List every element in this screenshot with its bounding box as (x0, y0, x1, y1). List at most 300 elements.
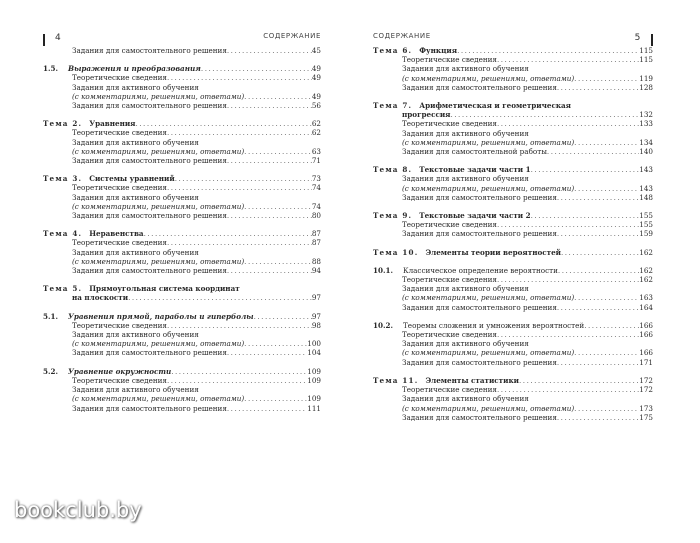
leader-dots (167, 321, 312, 330)
toc-entry (43, 339, 321, 348)
toc-entry (373, 184, 653, 193)
toc-list (43, 46, 321, 413)
toc-entry-label (72, 266, 227, 275)
toc-entry-page: 71 (311, 156, 321, 166)
toc-entry-page: 162 (639, 275, 653, 285)
toc-entry-label (72, 248, 199, 257)
toc-entry (43, 46, 321, 55)
toc-entry (373, 220, 653, 229)
running-title: СОДЕРЖАНИЕ (263, 32, 321, 40)
toc-entry (373, 165, 653, 174)
toc-entry-label (402, 339, 529, 348)
toc-entry (373, 119, 653, 128)
toc-entry-label (402, 119, 497, 128)
leader-dots (244, 147, 312, 156)
toc-entry-page: 159 (639, 229, 653, 239)
toc-entry-text: Задания для активного обучения (402, 339, 529, 349)
toc-entry-text: (с комментариями, решениями, ответами) (72, 201, 245, 211)
leader-dots (227, 348, 307, 357)
leader-dots (167, 73, 312, 82)
toc-entry (43, 73, 321, 82)
toc-entry-text: (с комментариями, решениями, ответами) (402, 73, 575, 83)
toc-entry-label (402, 110, 450, 119)
toc-entry-number: Тема 8. (373, 165, 413, 175)
toc-entry-page: 172 (639, 385, 653, 395)
toc-entry-label (72, 404, 227, 413)
toc-entry (373, 284, 653, 293)
toc-entry-number: Тема 4. (43, 229, 83, 239)
leader-dots (531, 211, 640, 220)
toc-entry-text: Задания для активного обучения (402, 284, 529, 294)
toc-entry-label (72, 293, 128, 302)
toc-entry-label (43, 229, 144, 238)
toc-entry-page: 73 (311, 174, 321, 184)
toc-entry (43, 404, 321, 413)
toc-entry-label (373, 165, 531, 174)
toc-entry-number: Тема 11. (373, 375, 419, 385)
toc-entry-text: Задания для самостоятельного решения (72, 266, 227, 276)
toc-entry-label (72, 183, 167, 192)
leader-dots (557, 193, 639, 202)
leader-dots (227, 211, 312, 220)
toc-entry (43, 330, 321, 339)
leader-dots (227, 156, 312, 165)
toc-entry-text: Теоретические сведения (402, 330, 497, 340)
toc-entry-text: Задания для самостоятельного решения (72, 156, 227, 166)
toc-entry-text: Задания для активного обучения (72, 82, 199, 92)
leader-dots (457, 46, 639, 55)
leader-dots (531, 165, 640, 174)
toc-entry-text: (с комментариями, решениями, ответами) (72, 91, 245, 101)
toc-entry (373, 211, 653, 220)
toc-entry-page: 80 (311, 211, 321, 221)
toc-entry (373, 129, 653, 138)
toc-entry-page: 88 (311, 256, 321, 266)
toc-entry-page: 109 (307, 366, 321, 376)
left-page (43, 30, 321, 413)
page-number: 5 (634, 33, 641, 43)
toc-entry-text: Текстовые задачи части 1 (419, 165, 531, 175)
toc-entry-label (402, 358, 557, 367)
toc-entry-page: 155 (639, 211, 653, 221)
toc-entry-label (72, 202, 244, 211)
toc-entry (43, 138, 321, 147)
toc-entry (43, 238, 321, 247)
leader-dots (227, 266, 312, 275)
toc-entry (373, 55, 653, 64)
toc-entry-page: 49 (311, 73, 321, 83)
toc-entry-text: Задания для активного обучения (72, 385, 199, 395)
toc-entry (43, 101, 321, 110)
toc-entry-number: 5.2. (43, 366, 59, 376)
toc-entry-page: 115 (639, 46, 653, 55)
toc-entry-label (72, 257, 244, 266)
leader-dots (497, 119, 639, 128)
toc-entry-text: Классическое определение вероятности (403, 265, 558, 275)
right-page (373, 30, 653, 422)
leader-dots (574, 74, 639, 83)
toc-entry-page: 111 (307, 403, 321, 413)
toc-entry-text: (с комментариями, решениями, ответами) (72, 256, 245, 266)
page-header (373, 30, 653, 46)
toc-entry-page: 128 (639, 82, 653, 92)
toc-entry (43, 257, 321, 266)
leader-dots (574, 184, 639, 193)
toc-entry-label (72, 211, 227, 220)
toc-entry (373, 303, 653, 312)
toc-entry-text: Задания для активного обучения (72, 330, 199, 340)
toc-entry-text: Теоретические сведения (72, 238, 167, 248)
toc-entry-label (72, 385, 199, 394)
toc-entry-page: 109 (307, 394, 321, 404)
toc-entry-label (402, 404, 574, 413)
toc-entry-text: на плоскости (72, 293, 129, 303)
toc-entry-page: 49 (311, 91, 321, 101)
toc-entry-label (402, 138, 574, 147)
leader-dots (167, 238, 312, 247)
toc-entry-text: Системы уравнений (89, 174, 175, 184)
toc-entry (373, 394, 653, 403)
leader-dots (167, 376, 307, 385)
leader-dots (244, 202, 312, 211)
toc-entry-label (373, 46, 457, 55)
toc-entry-label (373, 211, 531, 220)
toc-entry-text: Теоретические сведения (72, 183, 167, 193)
toc-entry-label (72, 73, 167, 82)
toc-entry-label (72, 193, 199, 202)
leader-dots (574, 404, 639, 413)
leader-dots (175, 174, 312, 183)
toc-entry-page: 171 (639, 357, 653, 367)
toc-entry-text: Уравнение окружности (68, 366, 172, 376)
toc-entry (373, 64, 653, 73)
toc-entry-text: Элементы теории вероятностей (425, 247, 561, 257)
toc-entry-label (43, 64, 201, 73)
toc-entry-label (72, 394, 244, 403)
leader-dots (584, 321, 639, 330)
header-bar (43, 34, 45, 46)
toc-entry-text: Теоретические сведения (72, 73, 167, 83)
toc-entry-page: 166 (639, 320, 653, 330)
toc-entry-text: Арифметическая и геометрическая (419, 101, 571, 111)
toc-entry-page: 133 (639, 119, 653, 129)
toc-entry-text: Теоретические сведения (402, 275, 497, 285)
toc-entry-page: 115 (639, 55, 653, 65)
toc-entry (43, 174, 321, 183)
toc-entry-text: Задания для самостоятельной работы (402, 147, 547, 157)
toc-entry (373, 83, 653, 92)
leader-dots (497, 55, 639, 64)
toc-entry-label (402, 303, 557, 312)
toc-entry-label (72, 330, 199, 339)
toc-entry-text: Выражения и преобразования (68, 64, 201, 74)
leader-dots (254, 312, 312, 321)
leader-dots (497, 330, 639, 339)
toc-entry-text: Задания для самостоятельного решения (72, 403, 227, 413)
toc-entry-label (72, 156, 227, 165)
leader-dots (497, 220, 639, 229)
toc-entry-label (402, 293, 574, 302)
toc-entry-label (373, 101, 571, 110)
leader-dots (144, 229, 312, 238)
toc-entry-page: 45 (311, 46, 321, 55)
toc-entry-page: 143 (639, 183, 653, 193)
toc-entry-text: Теоретические сведения (402, 220, 497, 230)
leader-dots (244, 257, 312, 266)
leader-dots (497, 385, 639, 394)
leader-dots (574, 138, 639, 147)
toc-entry-page: 49 (311, 64, 321, 74)
toc-entry-number: Тема 7. (373, 101, 413, 111)
toc-entry (43, 321, 321, 330)
toc-entry-number: Тема 5. (43, 284, 83, 294)
toc-entry (373, 266, 653, 275)
toc-entry-label (402, 129, 529, 138)
leader-dots (497, 275, 639, 284)
toc-entry-label (402, 348, 574, 357)
toc-entry-text: Теоремы сложения и умножения вероятностей (403, 320, 585, 330)
toc-entry-label (402, 394, 529, 403)
toc-entry-label (402, 275, 497, 284)
toc-entry-page: 62 (311, 128, 321, 138)
toc-entry-page: 97 (311, 293, 321, 303)
toc-entry-label (72, 376, 167, 385)
toc-entry (43, 128, 321, 137)
toc-entry-label (43, 312, 254, 321)
toc-entry-text: Текстовые задачи части 2 (419, 211, 531, 221)
toc-entry-label (72, 83, 199, 92)
toc-entry-text: Задания для активного обучения (72, 137, 199, 147)
toc-entry (43, 183, 321, 192)
toc-entry (43, 193, 321, 202)
toc-entry (43, 147, 321, 156)
toc-entry-text: Уравнения прямой, параболы и гиперболы (68, 311, 254, 321)
toc-entry (373, 138, 653, 147)
leader-dots (557, 413, 639, 422)
toc-entry-page: 119 (639, 73, 653, 83)
leader-dots (171, 367, 307, 376)
leader-dots (167, 128, 312, 137)
toc-entry-number: Тема 3. (43, 174, 83, 184)
toc-entry-text: прогрессия (402, 110, 451, 120)
toc-entry (373, 339, 653, 348)
toc-entry-text: (с комментариями, решениями, ответами) (72, 394, 245, 404)
toc-entry-label (373, 376, 519, 385)
toc-entry (43, 92, 321, 101)
toc-entry (43, 266, 321, 275)
toc-entry-label (402, 229, 557, 238)
header-bar (651, 34, 653, 46)
leader-dots (244, 394, 307, 403)
toc-entry (373, 330, 653, 339)
toc-entry-label (373, 248, 561, 257)
toc-entry-number: 10.1. (373, 265, 394, 275)
toc-entry-label (43, 284, 240, 293)
running-title: СОДЕРЖАНИЕ (373, 32, 431, 40)
toc-entry (43, 156, 321, 165)
toc-entry-number: Тема 6. (373, 46, 413, 55)
toc-entry-label (72, 147, 244, 156)
toc-entry-text: Задания для активного обучения (72, 247, 199, 257)
toc-entry-text: Уравнения (89, 119, 136, 129)
toc-entry (373, 147, 653, 156)
toc-entry-label (43, 367, 171, 376)
leader-dots (574, 293, 639, 302)
toc-entry-label (402, 83, 557, 92)
toc-entry-text: Задания для самостоятельного решения (402, 192, 557, 202)
toc-entry-page: 74 (311, 201, 321, 211)
toc-entry-label (402, 74, 574, 83)
toc-entry-label (402, 413, 557, 422)
toc-entry (43, 64, 321, 73)
toc-entry-page: 162 (639, 265, 653, 275)
toc-entry-text: Элементы статистики (425, 375, 519, 385)
toc-entry-text: Теоретические сведения (402, 55, 497, 65)
leader-dots (561, 248, 639, 257)
toc-entry-label (43, 119, 135, 128)
toc-entry-text: Задания для активного обучения (402, 128, 529, 138)
toc-entry (43, 119, 321, 128)
toc-entry-text: Задания для самостоятельного решения (72, 211, 227, 221)
toc-entry-text: Задания для самостоятельного решения (402, 82, 557, 92)
toc-entry-label (72, 92, 244, 101)
toc-entry-label (373, 321, 584, 330)
toc-entry-text: Задания для самостоятельного решения (72, 348, 227, 358)
toc-entry-text: Задания для самостоятельного решения (402, 229, 557, 239)
toc-entry (43, 385, 321, 394)
leader-dots (547, 147, 639, 156)
toc-entry-label (72, 101, 227, 110)
toc-entry-page: 155 (639, 220, 653, 230)
toc-entry-page: 132 (639, 110, 653, 120)
toc-entry (373, 358, 653, 367)
toc-entry-label (402, 174, 529, 183)
toc-entry-label (72, 138, 199, 147)
leader-dots (557, 303, 639, 312)
leader-dots (227, 101, 312, 110)
toc-entry-text: Теоретические сведения (402, 119, 497, 129)
toc-entry-text: Задания для самостоятельного решения (72, 101, 227, 111)
leader-dots (201, 64, 312, 73)
toc-entry-page: 140 (639, 147, 653, 157)
leader-dots (558, 266, 639, 275)
toc-entry-page: 87 (311, 229, 321, 239)
toc-entry (373, 275, 653, 284)
toc-entry (43, 312, 321, 321)
toc-entry (43, 394, 321, 403)
toc-entry-label (402, 330, 497, 339)
leader-dots (227, 404, 307, 413)
toc-entry-text: Теоретические сведения (402, 385, 497, 395)
toc-entry (373, 321, 653, 330)
toc-entry-text: Задания для самостоятельного решения (402, 412, 557, 422)
toc-entry-label (402, 64, 529, 73)
toc-entry-number: Тема 10. (373, 247, 419, 257)
toc-entry-page: 163 (639, 293, 653, 303)
toc-entry-text: Функция (419, 46, 458, 55)
leader-dots (227, 46, 312, 55)
toc-entry-text: Неравенства (89, 229, 144, 239)
toc-entry-text: (с комментариями, решениями, ответами) (72, 339, 245, 349)
toc-entry (43, 376, 321, 385)
toc-entry-text: Задания для самостоятельного решения (402, 302, 557, 312)
toc-entry-page: 87 (311, 238, 321, 248)
toc-entry (43, 293, 321, 302)
toc-entry-text: (с комментариями, решениями, ответами) (402, 403, 575, 413)
toc-entry-text: (с комментариями, решениями, ответами) (402, 348, 575, 358)
toc-entry-label (402, 55, 497, 64)
toc-entry (43, 211, 321, 220)
toc-entry (43, 229, 321, 238)
toc-entry-label (402, 385, 497, 394)
toc-entry-text: (с комментариями, решениями, ответами) (402, 137, 575, 147)
toc-entry (373, 413, 653, 422)
toc-entry (43, 248, 321, 257)
watermark-logo: bookclub.by (14, 498, 142, 522)
toc-entry-text: Задания для активного обучения (402, 394, 529, 404)
toc-entry (43, 348, 321, 357)
toc-entry-text: Прямоугольная система координат (89, 284, 240, 294)
toc-entry-page: 173 (639, 403, 653, 413)
toc-entry-text: Теоретические сведения (72, 375, 167, 385)
toc-entry-label (402, 147, 547, 156)
toc-entry-text: (с комментариями, решениями, ответами) (402, 183, 575, 193)
toc-entry (43, 367, 321, 376)
toc-entry-text: Теоретические сведения (72, 128, 167, 138)
toc-entry-page: 100 (307, 339, 321, 349)
toc-entry-page: 143 (639, 165, 653, 175)
leader-dots (244, 92, 312, 101)
page-number: 4 (55, 33, 62, 43)
toc-entry (43, 202, 321, 211)
toc-entry-page: 172 (639, 375, 653, 385)
toc-entry-label (72, 238, 167, 247)
toc-entry-page: 94 (311, 266, 321, 276)
toc-entry-text: (с комментариями, решениями, ответами) (72, 146, 245, 156)
toc-entry-page: 148 (639, 192, 653, 202)
toc-entry-text: Задания для активного обучения (72, 192, 199, 202)
toc-entry (373, 293, 653, 302)
leader-dots (167, 183, 312, 192)
toc-entry (373, 404, 653, 413)
toc-entry (373, 248, 653, 257)
toc-list (373, 46, 653, 422)
toc-entry-number: 5.1. (43, 311, 59, 321)
leader-dots (557, 229, 639, 238)
toc-entry (373, 110, 653, 119)
toc-entry-page: 104 (307, 348, 321, 358)
toc-entry-page: 56 (311, 101, 321, 111)
leader-dots (128, 293, 312, 302)
toc-entry-number: Тема 2. (43, 119, 83, 129)
toc-entry-page: 74 (311, 183, 321, 193)
toc-entry-page: 175 (639, 412, 653, 422)
leader-dots (557, 83, 639, 92)
leader-dots (519, 376, 639, 385)
toc-entry (373, 46, 653, 55)
toc-entry-label (72, 321, 167, 330)
toc-entry (373, 101, 653, 110)
toc-entry-page: 97 (311, 311, 321, 321)
toc-entry-page: 109 (307, 375, 321, 385)
toc-entry-label (72, 339, 244, 348)
toc-entry (43, 83, 321, 92)
leader-dots (450, 110, 639, 119)
toc-entry-label (402, 193, 557, 202)
toc-entry-page: 62 (311, 119, 321, 129)
toc-entry-text: Теоретические сведения (72, 320, 167, 330)
toc-entry-page: 164 (639, 302, 653, 312)
